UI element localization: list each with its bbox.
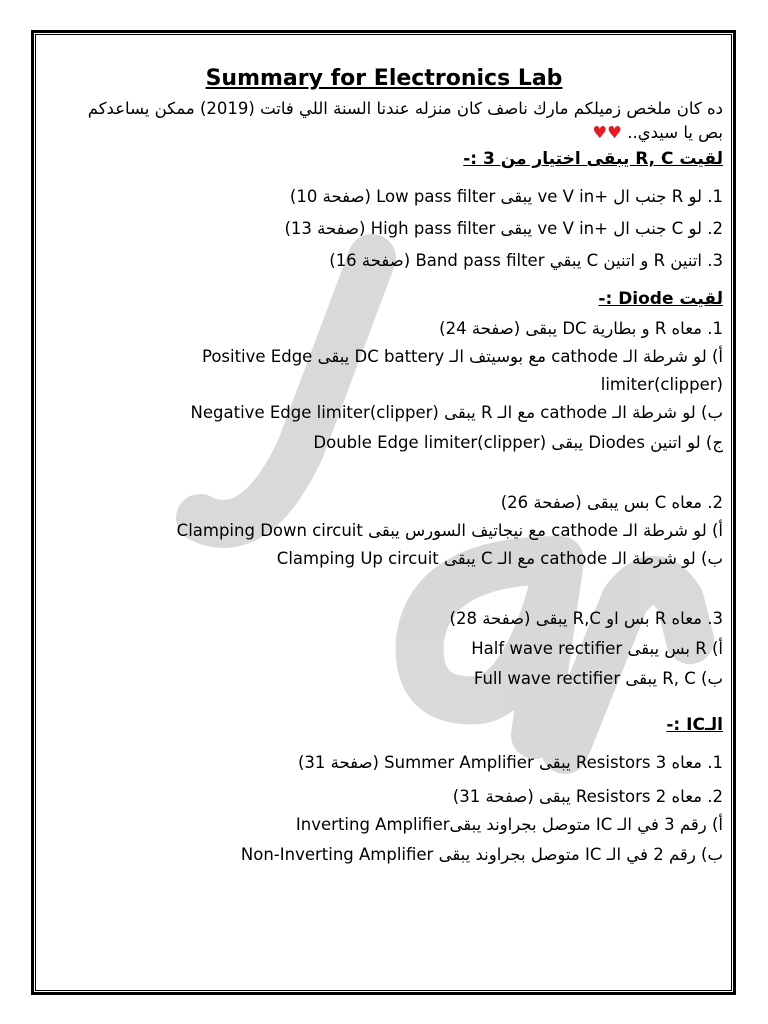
diode-part1-a-line1: أ) لو شرطة الـ cathode مع بوسيتف الـ DC battery يبقى Positive Edge [201, 347, 723, 366]
diode-part3-a: أ) R بس يبقى Half wave rectifier [471, 639, 723, 658]
intro-line-2-text: بص يا سيدي.. [627, 123, 723, 142]
intro-line-2 [592, 122, 723, 144]
diode-part1-a-line2: limiter(clipper) [600, 375, 723, 394]
rc-item-1: 1. لو R جنب ال +ve V in يبقى Low pass filter (صفحة 10) [289, 187, 723, 206]
diode-part2-b: ب) لو شرطة الـ cathode مع الـ C يبقى Clamping Up circuit [276, 549, 723, 568]
diode-part1-title: 1. معاه R و بطارية DC يبقى (صفحة 24) [439, 319, 723, 338]
ic-item-2: 2. معاه 2 Resistors يبقى (صفحة 31) [452, 787, 723, 806]
ic-item-2-b: ب) رقم 2 في الـ IC متوصل بجراوند يبقى Non-Inverting Amplifier [240, 845, 723, 864]
heart-icon: ♥♥ [592, 123, 622, 142]
diode-part2-a: أ) لو شرطة الـ cathode مع نيجاتيف السورس يبقى Clamping Down circuit [176, 521, 723, 540]
section-rc-heading: لقيت R, C يبقى اختيار من 3 :- [463, 149, 723, 169]
rc-item-2: 2. لو C جنب ال +ve V in يبقى High pass filter (صفحة 13) [284, 219, 723, 238]
diode-part3-title: 3. معاه R بس او R,C يبقى (صفحة 28) [449, 609, 723, 628]
diode-part3-b: ب) R, C يبقى Full wave rectifier [473, 669, 723, 688]
diode-part2-title: 2. معاه C بس يبقى (صفحة 26) [500, 493, 723, 512]
section-diode-heading: لقيت Diode :- [598, 289, 723, 309]
section-ic-heading: الـIC :- [666, 715, 723, 735]
diode-part1-c: ج) لو اتنين Diodes يبقى Double Edge limiter(clipper) [313, 433, 723, 452]
ic-item-2-a: أ) رقم 3 في الـ IC متوصل بجراوند يبقىInverting Amplifier [295, 815, 723, 834]
diode-part1-b: ب) لو شرطة الـ cathode مع الـ R يبقى Negative Edge limiter(clipper) [190, 403, 723, 422]
intro-line-1: ده كان ملخص زميلكم مارك ناصف كان منزله عندنا السنة اللي فاتت (2019) ممكن يساعدكم [87, 99, 723, 118]
page-title: Summary for Electronics Lab [205, 66, 563, 91]
rc-item-3: 3. اتنين R و اتنين C يبقي Band pass filter (صفحة 16) [329, 251, 723, 270]
ic-item-1: 1. معاه 3 Resistors يبقى Summer Amplifier (صفحة 31) [297, 753, 723, 772]
